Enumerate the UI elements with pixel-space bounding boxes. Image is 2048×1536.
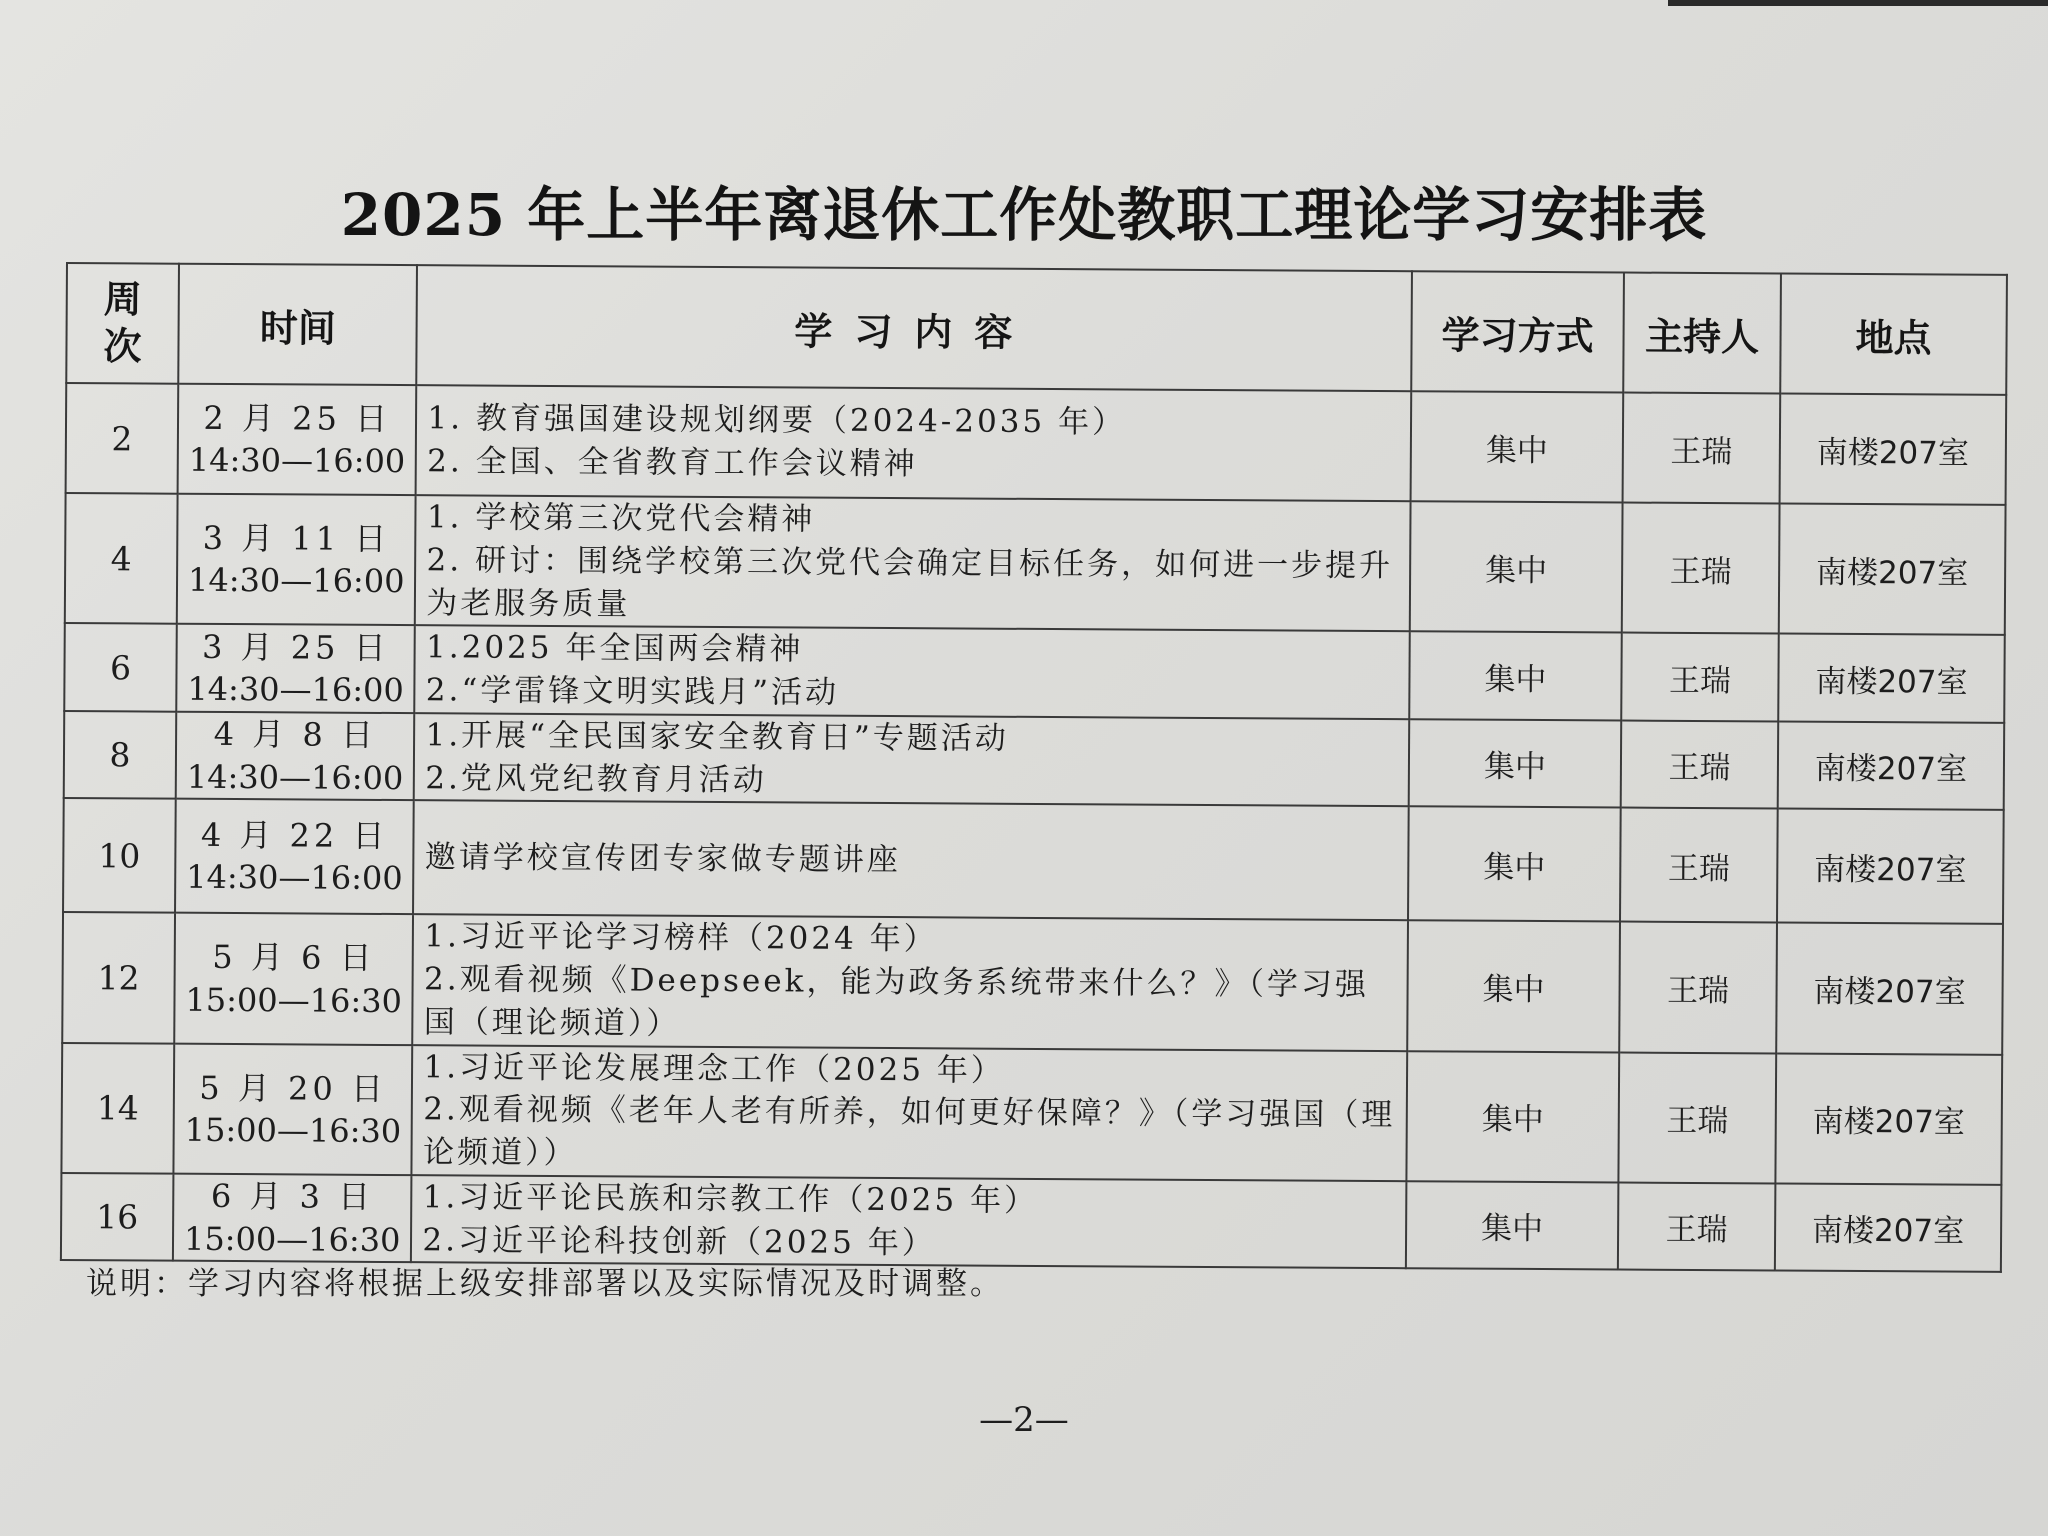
time-range-text: 15:00—16:30 [185, 980, 403, 1020]
content-line: 2. 研讨：围绕学校第三次党代会确定目标任务，如何进一步提升为老服务质量 [426, 541, 1394, 622]
time-cell [173, 1174, 412, 1263]
content-line: 1.开展“全民国家安全教育日”专题活动 [425, 717, 1009, 757]
content-cell [414, 713, 1409, 807]
content-line: 1.2025 年全国两会精神 [425, 629, 804, 668]
content-cell [411, 1175, 1406, 1269]
mode-cell: 集中 [1409, 719, 1622, 808]
place-cell: 南楼207室 [1780, 393, 2007, 504]
place-cell: 南楼207室 [1776, 923, 2003, 1055]
content-cell [415, 625, 1410, 719]
time-range-text: 14:30—16:00 [187, 669, 404, 710]
time-range-text: 14:30—16:00 [186, 757, 404, 797]
week-cell: 14 [61, 1043, 174, 1174]
time-range-text: 14:30—16:00 [186, 858, 403, 898]
header-host: 主持人 [1623, 273, 1781, 394]
content-line: 1. 教育强国建设规划纲要（2024-2035 年） [427, 400, 1127, 441]
footnote: 说明：学习内容将根据上级安排部署以及实际情况及时调整。 [86, 1266, 1004, 1302]
place-cell: 南楼207室 [1777, 809, 2004, 924]
place-cell: 南楼207室 [1775, 1183, 2002, 1272]
content-line: 2.党风党纪教育月活动 [425, 759, 767, 798]
host-cell: 王瑞 [1623, 393, 1781, 504]
time-cell [173, 1043, 412, 1175]
place-cell: 南楼207室 [1779, 503, 2006, 635]
content-line: 2.观看视频《Deepseek，能为政务系统带来什么？》（学习强国（理论频道）） [423, 961, 1370, 1042]
host-cell: 王瑞 [1621, 720, 1779, 808]
time-cell [174, 913, 413, 1045]
page-number: —2— [979, 1400, 1069, 1440]
date-text: 2 月 25 日 [203, 398, 392, 438]
date-text: 3 月 25 日 [201, 627, 390, 667]
content-cell [413, 914, 1408, 1050]
header-time: 时间 [178, 264, 417, 385]
mode-cell: 集中 [1409, 632, 1622, 721]
content-line: 2. 全国、全省教育工作会议精神 [427, 443, 918, 483]
time-range-text: 14:30—16:00 [187, 560, 405, 601]
week-cell: 2 [66, 383, 179, 494]
mode-cell: 集中 [1411, 391, 1624, 502]
time-cell [175, 799, 414, 914]
header-week-line2: 次 [103, 324, 142, 369]
content-line: 1.习近平论发展理念工作（2025 年） [423, 1048, 1005, 1089]
date-text: 5 月 6 日 [212, 938, 376, 978]
header-week [66, 263, 179, 384]
time-cell [176, 624, 415, 713]
mode-cell: 集中 [1406, 1181, 1619, 1270]
host-cell: 王瑞 [1618, 1052, 1776, 1183]
content-line: 2.观看视频《老年人老有所养，如何更好保障？》（学习强国（理论频道）） [422, 1091, 1396, 1172]
mode-cell: 集中 [1410, 501, 1623, 633]
time-range-text: 14:30—16:00 [188, 440, 406, 481]
table-row [63, 798, 2004, 924]
date-text: 5 月 20 日 [199, 1068, 388, 1108]
week-cell: 4 [65, 493, 178, 624]
content-cell [412, 1045, 1407, 1181]
header-content: 学习内容 [417, 265, 1412, 391]
content-cell [413, 800, 1408, 920]
table-row [64, 623, 2004, 722]
host-cell: 王瑞 [1622, 503, 1780, 634]
table-header-row [66, 263, 2007, 395]
content-line: 邀请学校宣传团专家做专题讲座 [424, 839, 901, 879]
date-text: 4 月 8 日 [213, 715, 378, 755]
host-cell: 王瑞 [1619, 922, 1777, 1053]
week-cell: 16 [61, 1173, 174, 1261]
time-range-text: 15:00—16:30 [183, 1219, 401, 1259]
page-edge-shadow [1668, 0, 2048, 6]
table-row [66, 383, 2007, 505]
week-cell: 12 [62, 912, 175, 1043]
content-cell [416, 385, 1411, 501]
content-line: 1.习近平论民族和宗教工作（2025 年） [422, 1179, 1039, 1219]
table-row [62, 912, 2003, 1054]
date-text: 3 月 11 日 [202, 518, 391, 558]
content-line: 1. 学校第三次党代会精神 [426, 499, 816, 538]
week-cell: 6 [64, 623, 177, 711]
time-cell [177, 494, 416, 626]
header-place: 地点 [1780, 273, 2007, 394]
place-cell: 南楼207室 [1778, 634, 2005, 723]
content-line: 1.习近平论学习榜样（2024 年） [424, 918, 938, 958]
table-row [61, 1043, 2002, 1185]
content-line: 2.“学雷锋文明实践月”活动 [425, 672, 840, 711]
mode-cell: 集中 [1408, 807, 1621, 922]
week-cell: 10 [63, 798, 176, 913]
host-cell: 王瑞 [1618, 1182, 1776, 1270]
time-cell [178, 384, 417, 495]
host-cell: 王瑞 [1620, 808, 1778, 923]
schedule-table [60, 262, 2008, 1273]
document-title: 2025 年上半年离退休工作处教职工理论学习安排表 [340, 181, 1708, 249]
mode-cell: 集中 [1407, 921, 1620, 1053]
content-line: 2.习近平论科技创新（2025 年） [422, 1221, 936, 1262]
mode-cell: 集中 [1406, 1051, 1619, 1183]
content-cell [415, 495, 1410, 631]
header-mode: 学习方式 [1411, 271, 1624, 392]
place-cell: 南楼207室 [1778, 721, 2005, 810]
date-text: 4 月 22 日 [200, 815, 389, 856]
table-row [64, 711, 2004, 810]
place-cell: 南楼207室 [1775, 1053, 2002, 1185]
table-row [65, 493, 2006, 635]
date-text: 6 月 3 日 [210, 1177, 375, 1217]
header-week-line1: 周 [103, 276, 142, 321]
week-cell: 8 [64, 711, 177, 799]
host-cell: 王瑞 [1621, 633, 1779, 721]
time-range-text: 15:00—16:30 [184, 1110, 402, 1150]
time-cell [176, 712, 415, 801]
